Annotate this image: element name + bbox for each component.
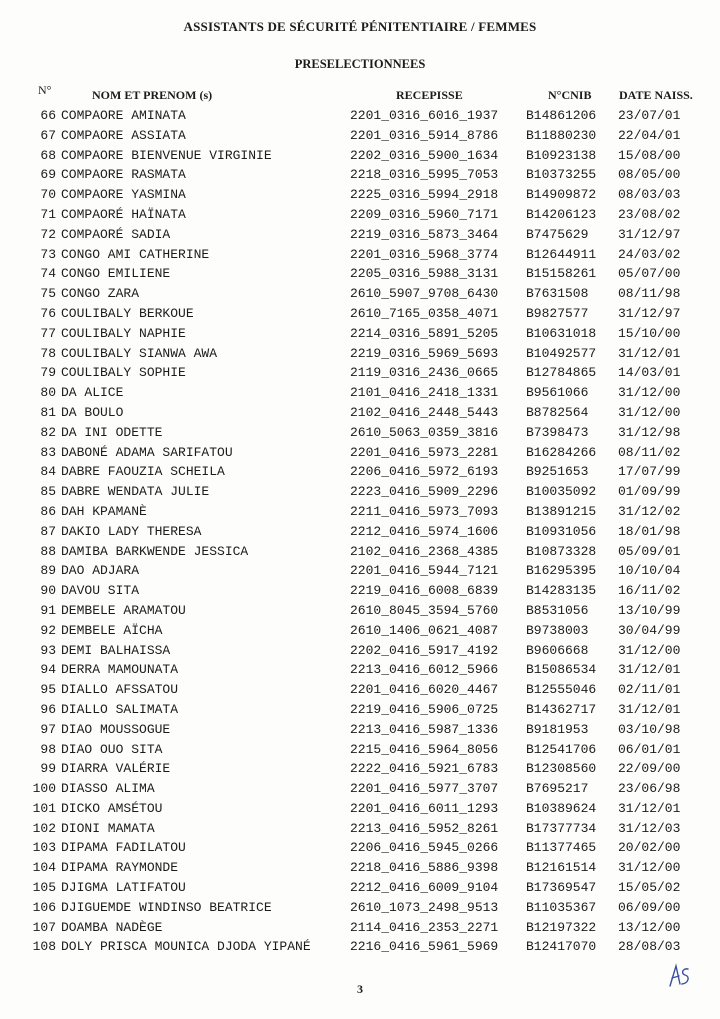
row-birthdate: 08/05/00 bbox=[618, 167, 681, 183]
row-number: 104 bbox=[32, 860, 56, 876]
row-name: DOLY PRISCA MOUNICA DJODA YIPANÉ bbox=[61, 939, 311, 955]
row-birthdate: 31/12/00 bbox=[618, 404, 681, 420]
row-name: DIALLO SALIMATA bbox=[61, 701, 179, 717]
row-recepisse: 2218_0416_5886_9398 bbox=[350, 860, 499, 876]
row-name: DAH KPAMANÈ bbox=[61, 503, 147, 519]
row-number: 87 bbox=[40, 523, 56, 539]
row-cnib: B7398473 bbox=[526, 424, 589, 440]
row-name: COMPAORE RASMATA bbox=[61, 167, 186, 183]
row-birthdate: 03/10/98 bbox=[618, 721, 681, 737]
row-cnib: B8531056 bbox=[526, 602, 589, 618]
row-recepisse: 2119_0316_2436_0665 bbox=[350, 365, 499, 381]
row-name: COMPAORÉ HAÏNATA bbox=[61, 206, 186, 222]
row-name: COULIBALY BERKOUE bbox=[61, 305, 194, 321]
row-name: DAVOU SITA bbox=[61, 583, 140, 599]
row-name: DJIGMA LATIFATOU bbox=[61, 880, 186, 896]
row-name: COMPAORE ASSIATA bbox=[61, 127, 186, 143]
row-cnib: B14861206 bbox=[526, 108, 597, 123]
row-number: 71 bbox=[40, 206, 56, 222]
table-row bbox=[0, 621, 720, 641]
row-birthdate: 14/03/01 bbox=[618, 365, 681, 381]
row-recepisse: 2212_0416_6009_9104 bbox=[350, 880, 499, 896]
row-cnib: B10631018 bbox=[526, 325, 597, 341]
row-name: DA BOULO bbox=[61, 404, 124, 420]
table-row bbox=[0, 918, 720, 938]
row-name: DA ALICE bbox=[61, 385, 124, 401]
row-name: DAKIO LADY THERESA bbox=[61, 523, 202, 539]
row-recepisse: 2102_0416_2448_5443 bbox=[350, 404, 499, 420]
table-row bbox=[0, 581, 720, 601]
row-cnib: B10931056 bbox=[526, 523, 597, 539]
row-number: 74 bbox=[40, 266, 56, 282]
table-row bbox=[0, 700, 720, 720]
row-recepisse: 2201_0416_6020_4467 bbox=[350, 682, 499, 698]
table-row bbox=[0, 165, 720, 185]
row-birthdate: 31/12/00 bbox=[618, 385, 681, 401]
row-name: COMPAORE YASMINA bbox=[61, 187, 186, 203]
table-row bbox=[0, 423, 720, 443]
row-recepisse: 2219_0416_6008_6839 bbox=[350, 583, 499, 599]
row-cnib: B8782564 bbox=[526, 404, 589, 420]
row-recepisse: 2610_5907_9708_6430 bbox=[350, 286, 499, 302]
table-row bbox=[0, 680, 720, 700]
row-number: 92 bbox=[40, 622, 56, 638]
handwritten-initials bbox=[664, 960, 694, 990]
row-name: CONGO AMI CATHERINE bbox=[61, 246, 210, 262]
row-number: 84 bbox=[40, 464, 56, 480]
row-birthdate: 06/01/01 bbox=[618, 741, 681, 757]
row-birthdate: 13/10/99 bbox=[618, 602, 681, 618]
row-cnib: B12417070 bbox=[526, 939, 597, 955]
row-number: 91 bbox=[40, 602, 56, 618]
row-number: 76 bbox=[40, 305, 56, 321]
row-birthdate: 16/11/02 bbox=[618, 583, 681, 599]
row-cnib: B9561066 bbox=[526, 385, 589, 401]
row-recepisse: 2211_0416_5973_7093 bbox=[350, 503, 499, 519]
row-cnib: B9738003 bbox=[526, 622, 589, 638]
row-number: 100 bbox=[32, 781, 56, 797]
row-name: DIAO MOUSSOGUE bbox=[61, 721, 171, 737]
row-birthdate: 28/08/03 bbox=[618, 939, 681, 955]
table-row bbox=[0, 601, 720, 621]
row-recepisse: 2213_0416_5987_1336 bbox=[350, 721, 499, 737]
row-cnib: B11035367 bbox=[526, 899, 597, 915]
row-cnib: B14362717 bbox=[526, 701, 597, 717]
row-name: COULIBALY SIANWA AWA bbox=[61, 345, 218, 361]
row-cnib: B12555046 bbox=[526, 682, 597, 698]
row-number: 81 bbox=[40, 404, 56, 420]
row-name: DERRA MAMOUNATA bbox=[61, 662, 179, 678]
table-row bbox=[0, 482, 720, 502]
row-recepisse: 2206_0416_5945_0266 bbox=[350, 840, 499, 856]
row-number: 78 bbox=[40, 345, 56, 361]
row-cnib: B10873328 bbox=[526, 543, 597, 559]
row-recepisse: 2223_0416_5909_2296 bbox=[350, 484, 499, 500]
row-recepisse: 2219_0316_5969_5693 bbox=[350, 345, 499, 361]
row-cnib: B11377465 bbox=[526, 840, 597, 856]
row-birthdate: 15/10/00 bbox=[618, 325, 681, 341]
row-name: DEMBELE AÏCHA bbox=[61, 622, 163, 638]
row-cnib: B9827577 bbox=[526, 305, 589, 321]
row-birthdate: 30/04/99 bbox=[618, 622, 681, 638]
row-recepisse: 2201_0416_5973_2281 bbox=[350, 444, 499, 460]
table-row bbox=[0, 403, 720, 423]
row-birthdate: 23/08/02 bbox=[618, 206, 681, 222]
table-row bbox=[0, 146, 720, 166]
table-row bbox=[0, 740, 720, 760]
row-number: 79 bbox=[40, 365, 56, 381]
row-cnib: B14909872 bbox=[526, 187, 597, 203]
row-recepisse: 2213_0416_5952_8261 bbox=[350, 820, 499, 836]
row-number: 80 bbox=[40, 385, 56, 401]
row-number: 102 bbox=[32, 820, 56, 836]
table-row bbox=[0, 443, 720, 463]
row-recepisse: 2610_1406_0621_4087 bbox=[350, 622, 499, 638]
row-name: DABRE WENDATA JULIE bbox=[61, 484, 210, 500]
row-number: 93 bbox=[40, 642, 56, 658]
row-number: 108 bbox=[32, 939, 56, 955]
row-number: 107 bbox=[32, 919, 56, 935]
column-header-cnib: N°CNIB bbox=[548, 88, 592, 102]
row-recepisse: 2219_0416_5906_0725 bbox=[350, 701, 499, 717]
row-birthdate: 31/12/97 bbox=[618, 226, 681, 242]
row-name: DOAMBA NADÈGE bbox=[61, 919, 163, 935]
row-name: DA INI ODETTE bbox=[61, 424, 163, 440]
table-row bbox=[0, 660, 720, 680]
row-birthdate: 08/11/98 bbox=[618, 286, 681, 302]
row-recepisse: 2218_0316_5995_7053 bbox=[350, 167, 499, 183]
row-number: 106 bbox=[32, 899, 56, 915]
row-recepisse: 2114_0416_2353_2271 bbox=[350, 919, 499, 935]
row-cnib: B7475629 bbox=[526, 226, 589, 242]
table-row bbox=[0, 799, 720, 819]
row-birthdate: 06/09/00 bbox=[618, 899, 681, 915]
row-birthdate: 31/12/02 bbox=[618, 503, 681, 519]
table-row bbox=[0, 383, 720, 403]
column-header-number: N° bbox=[38, 83, 52, 97]
document-title: ASSISTANTS DE SÉCURITÉ PÉNITENTIAIRE / FEMMES bbox=[183, 19, 537, 34]
row-cnib: B14283135 bbox=[526, 583, 597, 599]
row-birthdate: 15/08/00 bbox=[618, 147, 681, 163]
row-number: 67 bbox=[40, 127, 56, 143]
row-name: DIONI MAMATA bbox=[61, 820, 155, 836]
row-birthdate: 20/02/00 bbox=[618, 840, 681, 856]
row-number: 69 bbox=[40, 167, 56, 183]
row-recepisse: 2610_1073_2498_9513 bbox=[350, 899, 499, 915]
row-recepisse: 2215_0416_5964_8056 bbox=[350, 741, 499, 757]
row-cnib: B12644911 bbox=[526, 246, 597, 262]
table-row bbox=[0, 759, 720, 779]
table-row bbox=[0, 878, 720, 898]
page-number: 3 bbox=[357, 982, 363, 996]
row-cnib: B7631508 bbox=[526, 286, 589, 302]
row-name: DIASSO ALIMA bbox=[61, 781, 155, 797]
table-row bbox=[0, 937, 720, 957]
row-recepisse: 2225_0316_5994_2918 bbox=[350, 187, 499, 203]
table-row bbox=[0, 898, 720, 918]
row-cnib: B12197322 bbox=[526, 919, 597, 935]
row-recepisse: 2610_8045_3594_5760 bbox=[350, 602, 499, 618]
row-name: COULIBALY SOPHIE bbox=[61, 365, 186, 381]
row-cnib: B12541706 bbox=[526, 741, 597, 757]
row-birthdate: 02/11/01 bbox=[618, 682, 681, 698]
document-subtitle: PRESELECTIONNEES bbox=[294, 57, 426, 71]
candidate-list bbox=[0, 106, 720, 957]
row-name: DIALLO AFSSATOU bbox=[61, 682, 179, 698]
row-birthdate: 23/06/98 bbox=[618, 781, 681, 797]
row-cnib: B13891215 bbox=[526, 503, 597, 519]
row-number: 89 bbox=[40, 563, 56, 579]
row-cnib: B9606668 bbox=[526, 642, 589, 658]
row-cnib: B12161514 bbox=[526, 860, 597, 876]
table-row bbox=[0, 858, 720, 878]
row-name: DAO ADJARA bbox=[61, 563, 140, 579]
table-row bbox=[0, 324, 720, 344]
row-cnib: B12784865 bbox=[526, 365, 597, 381]
row-birthdate: 13/12/00 bbox=[618, 919, 681, 935]
row-name: DEMI BALHAISSA bbox=[61, 642, 171, 658]
row-number: 96 bbox=[40, 701, 56, 717]
row-cnib: B10492577 bbox=[526, 345, 597, 361]
table-row bbox=[0, 126, 720, 146]
row-number: 97 bbox=[40, 721, 56, 737]
row-number: 73 bbox=[40, 246, 56, 262]
table-row bbox=[0, 462, 720, 482]
row-number: 99 bbox=[40, 761, 56, 777]
row-birthdate: 22/09/00 bbox=[618, 761, 681, 777]
row-name: DAMIBA BARKWENDE JESSICA bbox=[61, 543, 249, 559]
table-row bbox=[0, 344, 720, 364]
row-cnib: B10389624 bbox=[526, 800, 597, 816]
row-number: 101 bbox=[32, 800, 56, 816]
row-recepisse: 2610_5063_0359_3816 bbox=[350, 424, 499, 440]
row-recepisse: 2201_0416_6011_1293 bbox=[350, 800, 499, 816]
row-number: 68 bbox=[40, 147, 56, 163]
row-birthdate: 31/12/01 bbox=[618, 800, 681, 816]
row-recepisse: 2201_0316_5914_8786 bbox=[350, 127, 499, 143]
column-header-recepisse: RECEPISSE bbox=[396, 88, 463, 102]
row-recepisse: 2222_0416_5921_6783 bbox=[350, 761, 499, 777]
table-row bbox=[0, 245, 720, 265]
row-recepisse: 2201_0316_5968_3774 bbox=[350, 246, 499, 262]
row-cnib: B15086534 bbox=[526, 662, 597, 678]
row-cnib: B17369547 bbox=[526, 880, 597, 896]
row-birthdate: 10/10/04 bbox=[618, 563, 681, 579]
row-recepisse: 2102_0416_2368_4385 bbox=[350, 543, 499, 559]
row-number: 94 bbox=[40, 662, 56, 678]
row-birthdate: 05/07/00 bbox=[618, 266, 681, 282]
row-number: 75 bbox=[40, 286, 56, 302]
row-recepisse: 2201_0316_6016_1937 bbox=[350, 108, 499, 123]
row-name: DIPAMA FADILATOU bbox=[61, 840, 186, 856]
table-row bbox=[0, 838, 720, 858]
row-birthdate: 31/12/97 bbox=[618, 305, 681, 321]
row-cnib: B10035092 bbox=[526, 484, 597, 500]
table-row bbox=[0, 779, 720, 799]
table-row bbox=[0, 205, 720, 225]
row-recepisse: 2216_0416_5961_5969 bbox=[350, 939, 499, 955]
row-recepisse: 2219_0316_5873_3464 bbox=[350, 226, 499, 242]
row-recepisse: 2202_0316_5900_1634 bbox=[350, 147, 499, 163]
row-number: 70 bbox=[40, 187, 56, 203]
row-name: DIARRA VALÉRIE bbox=[61, 761, 171, 777]
table-row bbox=[0, 522, 720, 542]
row-recepisse: 2101_0416_2418_1331 bbox=[350, 385, 499, 401]
table-row bbox=[0, 304, 720, 324]
row-name: COMPAORÉ SADIA bbox=[61, 226, 171, 242]
row-number: 72 bbox=[40, 226, 56, 242]
row-cnib: B12308560 bbox=[526, 761, 597, 777]
table-row bbox=[0, 720, 720, 740]
row-cnib: B17377734 bbox=[526, 820, 597, 836]
table-row bbox=[0, 363, 720, 383]
row-recepisse: 2213_0416_6012_5966 bbox=[350, 662, 499, 678]
row-name: DICKO AMSÉTOU bbox=[61, 800, 163, 816]
row-cnib: B7695217 bbox=[526, 781, 589, 797]
row-birthdate: 15/05/02 bbox=[618, 880, 681, 896]
row-recepisse: 2214_0316_5891_5205 bbox=[350, 325, 499, 341]
row-name: DIPAMA RAYMONDE bbox=[61, 860, 179, 876]
row-birthdate: 31/12/01 bbox=[618, 701, 681, 717]
row-number: 90 bbox=[40, 583, 56, 599]
row-number: 83 bbox=[40, 444, 56, 460]
row-name: CONGO EMILIENE bbox=[61, 266, 171, 282]
row-number: 95 bbox=[40, 682, 56, 698]
row-recepisse: 2610_7165_0358_4071 bbox=[350, 305, 499, 321]
table-row bbox=[0, 502, 720, 522]
row-number: 88 bbox=[40, 543, 56, 559]
row-name: DIAO OUO SITA bbox=[61, 741, 163, 757]
row-cnib: B15158261 bbox=[526, 266, 597, 282]
row-birthdate: 08/03/03 bbox=[618, 187, 681, 203]
row-birthdate: 31/12/01 bbox=[618, 662, 681, 678]
table-row bbox=[0, 819, 720, 839]
row-cnib: B9251653 bbox=[526, 464, 589, 480]
row-birthdate: 17/07/99 bbox=[618, 464, 681, 480]
row-cnib: B16284266 bbox=[526, 444, 597, 460]
column-header-name: NOM ET PRENOM (s) bbox=[92, 88, 213, 102]
row-birthdate: 22/04/01 bbox=[618, 127, 681, 143]
table-row bbox=[0, 264, 720, 284]
row-cnib: B9181953 bbox=[526, 721, 589, 737]
row-recepisse: 2206_0416_5972_6193 bbox=[350, 464, 499, 480]
row-number: 66 bbox=[40, 108, 56, 123]
row-birthdate: 31/12/03 bbox=[618, 820, 681, 836]
row-name: DABONÉ ADAMA SARIFATOU bbox=[61, 444, 233, 460]
column-header-birthdate: DATE NAISS. bbox=[619, 88, 693, 102]
row-name: COMPAORE AMINATA bbox=[61, 108, 186, 123]
row-birthdate: 18/01/98 bbox=[618, 523, 681, 539]
row-recepisse: 2205_0316_5988_3131 bbox=[350, 266, 499, 282]
row-birthdate: 08/11/02 bbox=[618, 444, 681, 460]
row-name: COMPAORE BIENVENUE VIRGINIE bbox=[61, 147, 272, 163]
row-cnib: B10923138 bbox=[526, 147, 597, 163]
row-cnib: B11880230 bbox=[526, 127, 597, 143]
table-row bbox=[0, 284, 720, 304]
row-recepisse: 2201_0416_5944_7121 bbox=[350, 563, 499, 579]
row-recepisse: 2209_0316_5960_7171 bbox=[350, 206, 499, 222]
row-birthdate: 31/12/00 bbox=[618, 860, 681, 876]
row-name: CONGO ZARA bbox=[61, 286, 140, 302]
row-name: COULIBALY NAPHIE bbox=[61, 325, 186, 341]
row-birthdate: 23/07/01 bbox=[618, 108, 681, 123]
row-cnib: B14206123 bbox=[526, 206, 597, 222]
row-birthdate: 01/09/99 bbox=[618, 484, 681, 500]
row-number: 105 bbox=[32, 880, 56, 896]
row-birthdate: 24/03/02 bbox=[618, 246, 681, 262]
row-recepisse: 2202_0416_5917_4192 bbox=[350, 642, 499, 658]
row-recepisse: 2201_0416_5977_3707 bbox=[350, 781, 499, 797]
row-recepisse: 2212_0416_5974_1606 bbox=[350, 523, 499, 539]
table-row bbox=[0, 561, 720, 581]
row-number: 103 bbox=[32, 840, 56, 856]
row-birthdate: 31/12/00 bbox=[618, 642, 681, 658]
row-number: 77 bbox=[40, 325, 56, 341]
table-row bbox=[0, 641, 720, 661]
row-birthdate: 31/12/01 bbox=[618, 345, 681, 361]
row-number: 82 bbox=[40, 424, 56, 440]
row-number: 86 bbox=[40, 503, 56, 519]
row-name: DABRE FAOUZIA SCHEILA bbox=[61, 464, 225, 480]
row-name: DJIGUEMDE WINDINSO BEATRICE bbox=[61, 899, 272, 915]
row-birthdate: 05/09/01 bbox=[618, 543, 681, 559]
row-number: 98 bbox=[40, 741, 56, 757]
table-row bbox=[0, 542, 720, 562]
row-cnib: B10373255 bbox=[526, 167, 597, 183]
table-row bbox=[0, 185, 720, 205]
table-row bbox=[0, 225, 720, 245]
table-row bbox=[0, 106, 720, 126]
row-number: 85 bbox=[40, 484, 56, 500]
row-name: DEMBELE ARAMATOU bbox=[61, 602, 186, 618]
row-cnib: B16295395 bbox=[526, 563, 597, 579]
row-birthdate: 31/12/98 bbox=[618, 424, 681, 440]
